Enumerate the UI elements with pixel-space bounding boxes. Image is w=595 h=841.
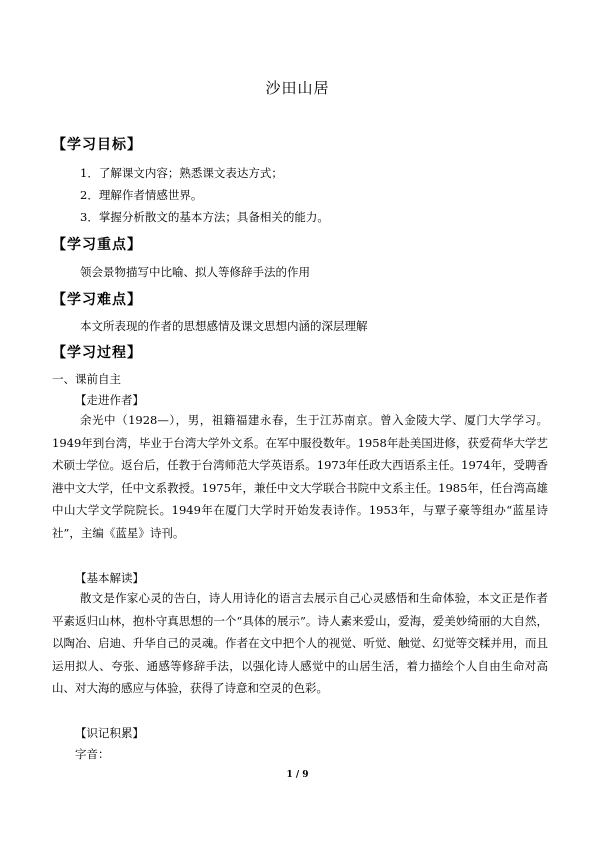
author-paragraph: 余光中（1928—），男，祖籍福建永春，生于江苏南京。曾入金陵大学、厦门大学学习。1949年到台湾，毕业于台湾大学外文系。在军中服役数年。1958年赴美国进修，获爱荷华大学艺术硕士学位。返台后，任教于台湾师范大学英语系。1973年任政大西语系主任。1974年，受聘香港中文大学，任中文系教授。1975年，兼任中文大学联合书院中文系主任。1985年，任台湾高雄中山大学文学院院长。1949年在厦门大学时开始发表诗作。1953年，与覃子豪等组办“蓝星诗社”，主编《蓝星》诗刊。: [52, 413, 548, 540]
page-indicator: 1 / 9: [286, 770, 309, 780]
author-heading: 【走进作者】: [75, 393, 144, 407]
interpretation-heading: 【基本解读】: [75, 571, 144, 585]
goal-item-3: 3．掌握分析散文的基本方法；具备相关的能力。: [80, 210, 329, 224]
process-heading: 【学习过程】: [52, 345, 142, 361]
difficulties-text: 本文所表现的作者的思想感情及课文思想内涵的深层理解: [80, 319, 368, 333]
goal-item-1: 1．了解课文内容；熟悉课文表达方式；: [80, 166, 283, 180]
difficulties-heading: 【学习难点】: [52, 292, 142, 308]
part-one-label: 一、课前自主: [52, 372, 121, 386]
page-title: 沙田山居: [265, 79, 330, 97]
goal-item-2: 2．理解作者情感世界。: [80, 188, 203, 202]
interpretation-paragraph: 散文是作家心灵的告白，诗人用诗化的语言去展示自己心灵感悟和生命体验，本文正是作者平素返归山林，抱朴守真思想的一个“具体的展示”。诗人素来爱山，爱海，爱美妙绮丽的大自然，以陶冶、启迪、升华自己的灵魂。作者在文中把个人的视觉、听觉、触觉、幻觉等交糅并用，而且运用拟人、夸张、通感等修辞手法，以强化诗人感觉中的山居生活，着力描绘个人自由生命对高山、对大海的感应与体验，获得了诗意和空灵的色彩。: [52, 591, 548, 696]
key-points-text: 领会景物描写中比喻、拟人等修辞手法的作用: [80, 265, 310, 279]
goals-heading: 【学习目标】: [52, 137, 142, 153]
pronunciation-label: 字音：: [75, 747, 110, 761]
accumulation-heading: 【识记积累】: [75, 726, 144, 740]
key-points-heading: 【学习重点】: [52, 237, 142, 253]
